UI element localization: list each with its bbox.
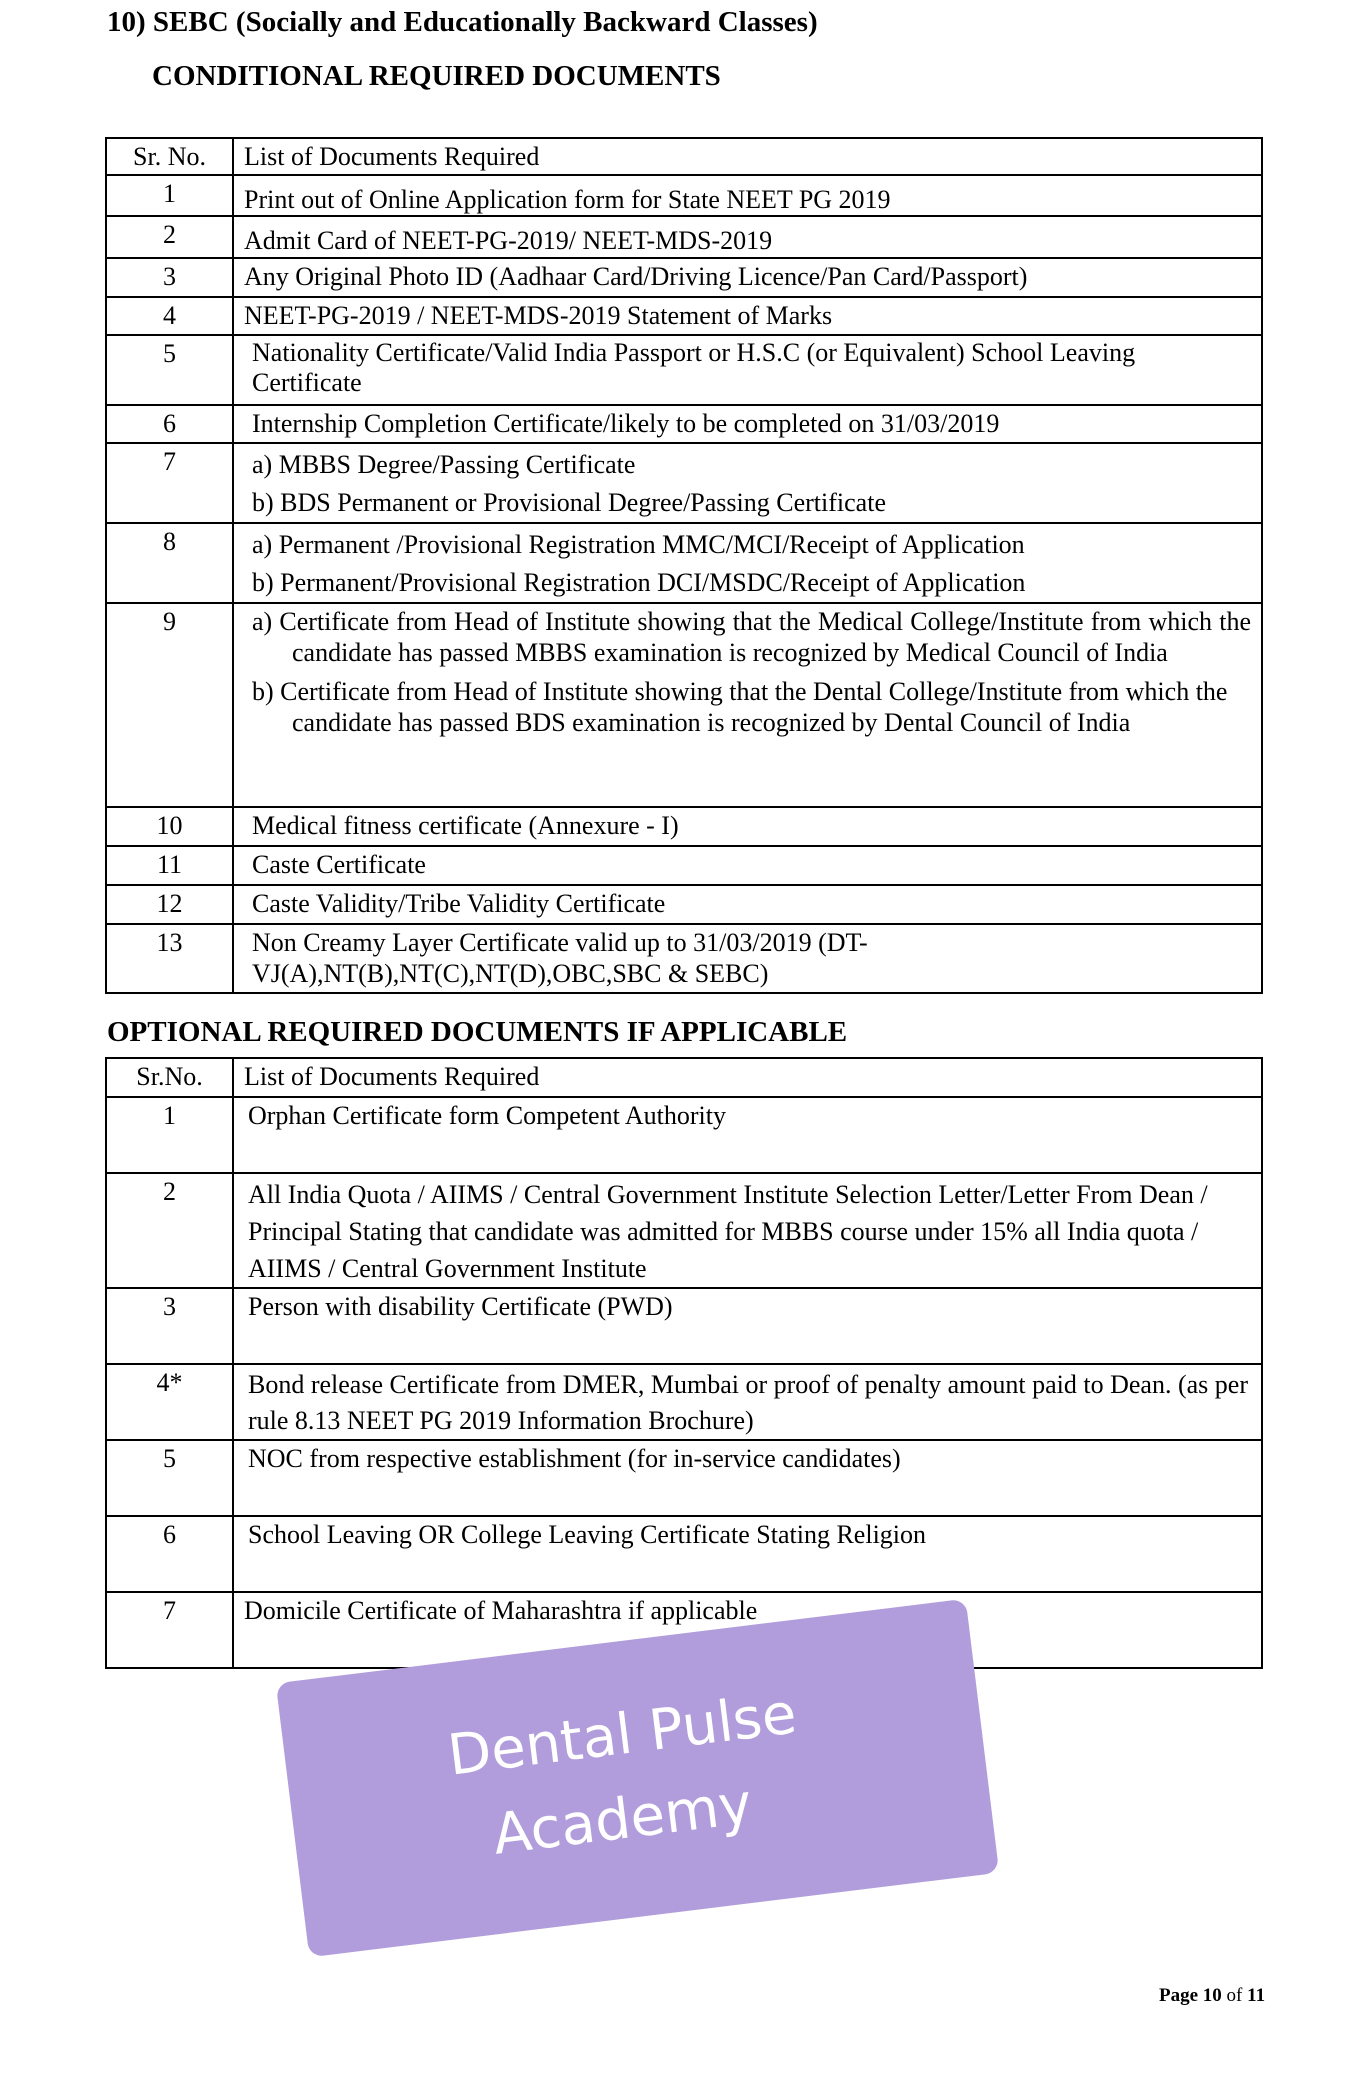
optional-documents-heading: OPTIONAL REQUIRED DOCUMENTS IF APPLICABLE	[107, 1016, 848, 1048]
row-number: 8	[106, 523, 233, 603]
page-current: 10	[1202, 1985, 1222, 2006]
header-sr-no: Sr.No.	[106, 1058, 233, 1097]
document-line: Print out of Online Application form for State NEET PG 2019	[244, 185, 891, 214]
row-document	[233, 258, 1262, 297]
row-number: 4*	[106, 1364, 233, 1440]
row-document: Person with disability Certificate (PWD)	[233, 1288, 1262, 1364]
row-number: 5	[106, 1440, 233, 1516]
row-document	[233, 603, 1262, 807]
watermark-line: Dental Pulse	[444, 1681, 800, 1789]
document-line: Caste Certificate	[252, 850, 426, 879]
table-row	[106, 924, 1262, 993]
row-document	[233, 846, 1262, 885]
row-document	[233, 885, 1262, 924]
document-line: a) MBBS Degree/Passing Certificate	[252, 450, 636, 479]
table-row	[106, 1516, 1262, 1592]
section-heading: 10) SEBC (Socially and Educationally Backward Classes)	[107, 6, 818, 38]
row-number: 6	[106, 405, 233, 443]
row-document	[233, 807, 1262, 846]
table-header-row	[106, 1058, 1262, 1097]
conditional-documents-heading: CONDITIONAL REQUIRED DOCUMENTS	[152, 60, 721, 92]
table-row	[106, 335, 1262, 405]
row-number: 7	[106, 443, 233, 523]
table-row	[106, 885, 1262, 924]
table-row	[106, 603, 1262, 807]
table-row	[106, 405, 1262, 443]
row-document	[233, 335, 1262, 405]
table-row	[106, 258, 1262, 297]
row-document: Bond release Certificate from DMER, Mumbai or proof of penalty amount paid to Dean. (as per rule 8.13 NEET PG 2019 Information Brochure)	[233, 1364, 1262, 1440]
row-number: 10	[106, 807, 233, 846]
row-number: 11	[106, 846, 233, 885]
page-label: Page	[1159, 1985, 1203, 2006]
document-line: a) Permanent /Provisional Registration MMC/MCI/Receipt of Application	[252, 530, 1025, 559]
table-row	[106, 1173, 1262, 1288]
row-document	[233, 297, 1262, 335]
table-row	[106, 523, 1262, 603]
table-row	[106, 1097, 1262, 1173]
document-line: a) Certificate from Head of Institute showing that the Medical College/Institute from which the candidate has passed MBBS examination is recognized by Medical Council of India	[252, 607, 1251, 667]
document-line: Non Creamy Layer Certificate valid up to 31/03/2019 (DT-VJ(A),NT(B),NT(C),NT(D),OBC,SBC & SEBC)	[252, 928, 868, 988]
row-number: 7	[106, 1592, 233, 1668]
row-document	[233, 443, 1262, 523]
row-document: Domicile Certificate of Maharashtra if applicable	[233, 1592, 1262, 1668]
document-line: b) Certificate from Head of Institute showing that the Dental College/Institute from which the candidate has passed BDS examination is recognized by Dental Council of India	[252, 677, 1228, 737]
table-row	[106, 1288, 1262, 1364]
table-row	[106, 1440, 1262, 1516]
optional-documents-table	[105, 1057, 1263, 1669]
row-document: School Leaving OR College Leaving Certificate Stating Religion	[233, 1516, 1262, 1592]
document-line: Internship Completion Certificate/likely to be completed on 31/03/2019	[252, 409, 1000, 438]
document-line: Caste Validity/Tribe Validity Certificate	[252, 889, 666, 918]
table-row	[106, 443, 1262, 523]
row-number: 6	[106, 1516, 233, 1592]
document-line: Admit Card of NEET-PG-2019/ NEET-MDS-2019	[244, 226, 773, 255]
table-row	[106, 175, 1262, 216]
row-number: 12	[106, 885, 233, 924]
header-sr-no: Sr. No.	[106, 138, 233, 175]
page-number	[1159, 1985, 1265, 2007]
row-document	[233, 405, 1262, 443]
row-number: 3	[106, 258, 233, 297]
row-number: 1	[106, 1097, 233, 1173]
table-row	[106, 846, 1262, 885]
conditional-documents-table	[105, 137, 1263, 994]
row-number: 13	[106, 924, 233, 993]
row-document: Orphan Certificate form Competent Authority	[233, 1097, 1262, 1173]
document-line: Any Original Photo ID (Aadhaar Card/Driving Licence/Pan Card/Passport)	[244, 262, 1028, 291]
watermark-line: Academy	[489, 1771, 756, 1868]
row-document: NOC from respective establishment (for in-service candidates)	[233, 1440, 1262, 1516]
row-document	[233, 216, 1262, 258]
row-document	[233, 523, 1262, 603]
table-header-row	[106, 138, 1262, 175]
row-number: 3	[106, 1288, 233, 1364]
row-number: 9	[106, 603, 233, 807]
table-row	[106, 216, 1262, 258]
header-documents: List of Documents Required	[233, 1058, 1262, 1097]
table-row	[106, 1364, 1262, 1440]
row-number: 2	[106, 216, 233, 258]
page-total: 11	[1247, 1985, 1266, 2006]
header-documents: List of Documents Required	[233, 138, 1262, 175]
row-document: All India Quota / AIIMS / Central Government Institute Selection Letter/Letter From Dean / Principal Stating that candidate was admitted for MBBS course under 15% all India quota / AIIMS / Central Government Institute	[233, 1173, 1262, 1288]
document-line: b) BDS Permanent or Provisional Degree/Passing Certificate	[252, 488, 886, 517]
row-number: 2	[106, 1173, 233, 1288]
row-number: 4	[106, 297, 233, 335]
document-line: NEET-PG-2019 / NEET-MDS-2019 Statement of Marks	[244, 301, 833, 330]
document-line: Nationality Certificate/Valid India Passport or H.S.C (or Equivalent) School Leaving Certificate	[252, 338, 1136, 397]
row-number: 1	[106, 175, 233, 216]
table-row	[106, 807, 1262, 846]
document-line: Medical fitness certificate (Annexure - I)	[252, 811, 679, 840]
row-number: 5	[106, 335, 233, 405]
row-document	[233, 175, 1262, 216]
document-line: b) Permanent/Provisional Registration DCI/MSDC/Receipt of Application	[252, 568, 1026, 597]
table-row	[106, 297, 1262, 335]
watermark-text	[282, 1650, 992, 1901]
page-of: of	[1221, 1985, 1248, 2006]
row-document	[233, 924, 1262, 993]
